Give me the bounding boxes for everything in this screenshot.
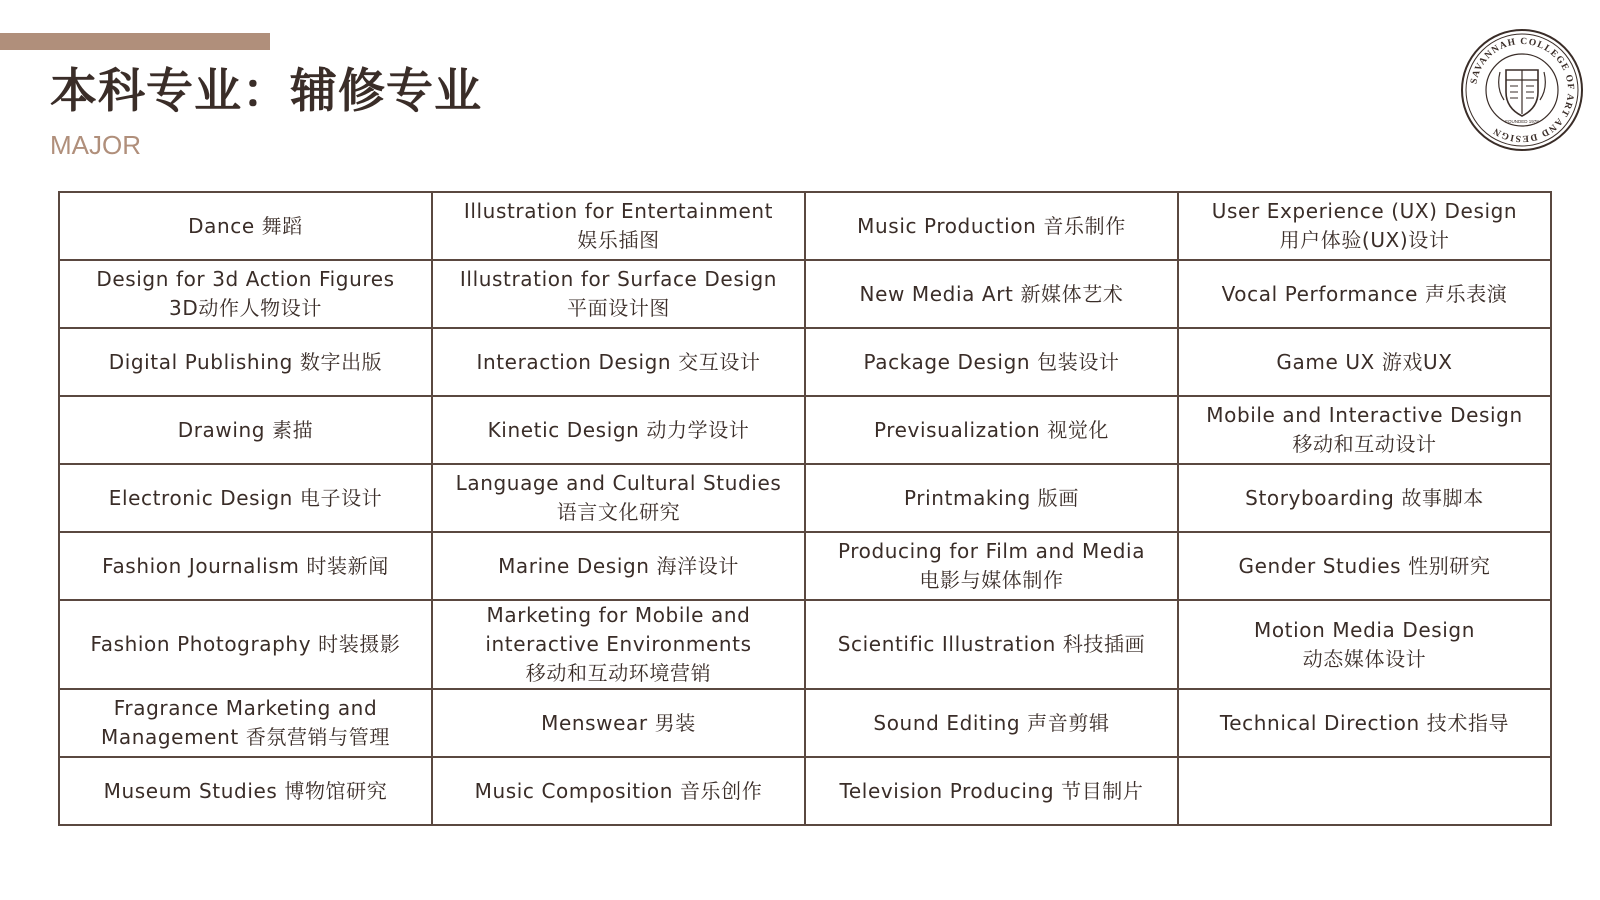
seal-founded-text: FOUNDED 1978 bbox=[1505, 119, 1539, 124]
minors-table-body bbox=[59, 192, 1551, 825]
cell-text: Fragrance Marketing and bbox=[113, 696, 378, 720]
cell-text: New Media Art 新媒体艺术 bbox=[859, 281, 1124, 306]
table-cell bbox=[432, 757, 805, 825]
table-cell bbox=[432, 689, 805, 757]
table-cell bbox=[805, 396, 1178, 464]
cell-text: Kinetic Design 动力学设计 bbox=[487, 417, 750, 442]
table-cell bbox=[59, 757, 432, 825]
table-row bbox=[59, 464, 1551, 532]
cell-text: Fashion Photography 时装摄影 bbox=[90, 632, 401, 656]
cell-text: Dance 舞蹈 bbox=[188, 213, 303, 238]
table-cell bbox=[1178, 328, 1551, 396]
table-row bbox=[59, 757, 1551, 825]
cell-text: Management 香氛营销与管理 bbox=[101, 725, 390, 749]
cell-text: Storyboarding 故事脚本 bbox=[1245, 485, 1484, 510]
cell-text: 娱乐插图 bbox=[577, 228, 660, 252]
cell-text: Television Producing 节目制片 bbox=[839, 778, 1144, 803]
cell-text: Marine Design 海洋设计 bbox=[498, 553, 739, 578]
page-title: 本科专业：辅修专业 bbox=[50, 64, 482, 119]
page-subtitle: MAJOR bbox=[50, 130, 141, 160]
table-cell bbox=[1178, 532, 1551, 600]
cell-text: 移动和互动设计 bbox=[1292, 432, 1437, 456]
table-cell bbox=[59, 396, 432, 464]
table-cell bbox=[432, 532, 805, 600]
minors-table bbox=[58, 191, 1552, 826]
table-cell bbox=[59, 532, 432, 600]
table-cell bbox=[59, 600, 432, 689]
cell-text: 电影与媒体制作 bbox=[919, 568, 1064, 592]
cell-text: 用户体验(UX)设计 bbox=[1279, 228, 1450, 252]
table-cell bbox=[1178, 600, 1551, 689]
cell-text: Vocal Performance 声乐表演 bbox=[1221, 281, 1508, 306]
table-cell bbox=[432, 260, 805, 328]
cell-text: Museum Studies 博物馆研究 bbox=[103, 778, 388, 803]
cell-text: Music Composition 音乐创作 bbox=[474, 778, 763, 803]
table-cell bbox=[432, 192, 805, 260]
cell-text: Sound Editing 声音剪辑 bbox=[873, 710, 1110, 735]
table-cell bbox=[1178, 260, 1551, 328]
seal-ring-text: SAVANNAH COLLEGE OF ART AND DESIGN bbox=[1469, 36, 1576, 144]
table-cell bbox=[432, 464, 805, 532]
cell-text: Gender Studies 性别研究 bbox=[1238, 553, 1491, 578]
table-row bbox=[59, 600, 1551, 689]
table-cell bbox=[805, 260, 1178, 328]
cell-text: Digital Publishing 数字出版 bbox=[108, 349, 383, 374]
table-cell bbox=[1178, 689, 1551, 757]
table-cell bbox=[59, 192, 432, 260]
table-cell bbox=[432, 600, 805, 689]
table-row bbox=[59, 532, 1551, 600]
table-cell bbox=[1178, 464, 1551, 532]
table-cell bbox=[805, 532, 1178, 600]
cell-text: Electronic Design 电子设计 bbox=[108, 485, 383, 510]
college-seal-logo bbox=[1460, 28, 1584, 152]
table-cell bbox=[805, 757, 1178, 825]
cell-text: Mobile and Interactive Design bbox=[1206, 403, 1523, 427]
cell-text: User Experience (UX) Design bbox=[1211, 199, 1518, 223]
table-cell bbox=[59, 464, 432, 532]
seal-icon bbox=[1460, 28, 1584, 152]
table-cell-empty bbox=[1178, 757, 1551, 825]
cell-text: Music Production 音乐制作 bbox=[857, 213, 1126, 238]
table-cell bbox=[432, 396, 805, 464]
cell-text: Illustration for Entertainment bbox=[463, 199, 774, 223]
cell-text: Language and Cultural Studies bbox=[455, 471, 782, 495]
cell-text: Producing for Film and Media bbox=[837, 539, 1146, 563]
cell-text: Scientific Illustration 科技插画 bbox=[837, 632, 1146, 656]
table-cell bbox=[59, 328, 432, 396]
table-row bbox=[59, 328, 1551, 396]
table-cell bbox=[59, 260, 432, 328]
table-cell bbox=[1178, 192, 1551, 260]
cell-text: interactive Environments bbox=[485, 632, 752, 656]
cell-text: 语言文化研究 bbox=[556, 500, 681, 524]
cell-text: Drawing 素描 bbox=[177, 417, 314, 442]
cell-text: 3D动作人物设计 bbox=[169, 296, 322, 320]
cell-text: Design for 3d Action Figures bbox=[96, 267, 395, 291]
cell-text: Technical Direction 技术指导 bbox=[1219, 710, 1510, 735]
table-row bbox=[59, 689, 1551, 757]
cell-text: 动态媒体设计 bbox=[1302, 646, 1427, 671]
table-cell bbox=[805, 192, 1178, 260]
cell-text: 移动和互动环境营销 bbox=[525, 661, 712, 685]
cell-text: Menswear 男装 bbox=[541, 710, 696, 735]
cell-text: Marketing for Mobile and bbox=[486, 603, 751, 627]
cell-text: Printmaking 版画 bbox=[903, 485, 1079, 510]
table-row bbox=[59, 192, 1551, 260]
table-cell bbox=[805, 600, 1178, 689]
minors-table-container bbox=[58, 191, 1552, 826]
cell-text: Interaction Design 交互设计 bbox=[476, 349, 761, 374]
table-row bbox=[59, 260, 1551, 328]
cell-text: Package Design 包装设计 bbox=[863, 349, 1120, 374]
cell-text: Previsualization 视觉化 bbox=[873, 417, 1110, 442]
table-row bbox=[59, 396, 1551, 464]
cell-text: 平面设计图 bbox=[567, 296, 670, 320]
cell-text: Illustration for Surface Design bbox=[459, 267, 778, 291]
table-cell bbox=[1178, 396, 1551, 464]
cell-text: Game UX 游戏UX bbox=[1276, 349, 1453, 374]
table-cell bbox=[805, 328, 1178, 396]
table-cell bbox=[432, 328, 805, 396]
table-cell bbox=[59, 689, 432, 757]
cell-text: Fashion Journalism 时装新闻 bbox=[102, 553, 389, 578]
cell-text: Motion Media Design bbox=[1253, 617, 1476, 642]
accent-bar bbox=[0, 33, 270, 50]
table-cell bbox=[805, 689, 1178, 757]
table-cell bbox=[805, 464, 1178, 532]
